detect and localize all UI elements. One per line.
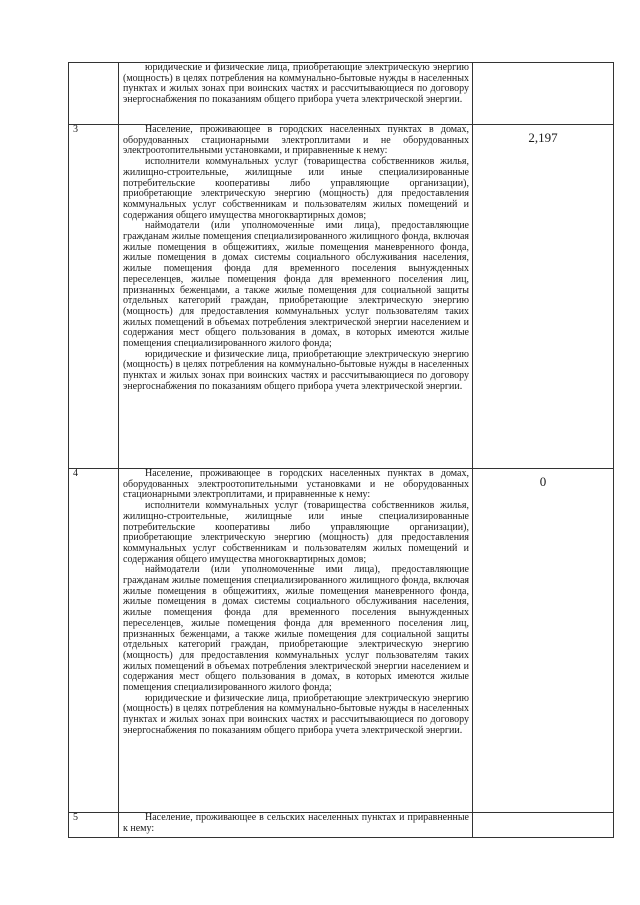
row-description	[119, 813, 473, 838]
tariff-table	[68, 62, 614, 838]
table-row	[69, 469, 614, 813]
paragraph: Население, проживающее в городских населенных пунктах в домах, оборудованных электроотопительными установками и не оборудованных стационарными электроплитами, и приравненные к нему:	[123, 468, 469, 501]
row-value	[473, 813, 614, 838]
table-row	[69, 63, 614, 125]
paragraph: исполнители коммунальных услуг (товарищества собственников жилья, жилищно-строительные, жилищные или иные специализированные потребительские кооперативы либо управляющие организации), приобретающие электрическую энергию (мощность) для предоставления коммунальных услуг собственникам и пользователям жилых помещений и содержания общего имущества многоквартирных домов;	[123, 500, 469, 565]
row-value	[473, 469, 614, 813]
paragraph: юридические и физические лица, приобретающие электрическую энергию (мощность) в целях потребления на коммунально-бытовые нужды в населенных пунктах и жилых зонах при воинских частях и рассчитывающиеся по договору энергоснабжения по показаниям общего прибора учета электрической энергии.	[123, 348, 469, 392]
paragraph: исполнители коммунальных услуг (товарищества собственников жилья, жилищно-строительные, жилищные или иные специализированные потребительские кооперативы либо управляющие организации), приобретающие электрическую энергию (мощность) для предоставления коммунальных услуг собственникам и пользователям жилых помещений и содержания общего имущества многоквартирных домов;	[123, 156, 469, 221]
row-number: 3	[69, 125, 119, 469]
row-number	[69, 63, 119, 125]
row-description	[119, 125, 473, 469]
paragraph: Население, проживающее в городских населенных пунктах в домах, оборудованных стационарными электроплитами и не оборудованных электроотопительными установками, и приравненные к нему:	[123, 124, 469, 157]
table-row	[69, 813, 614, 838]
paragraph: юридические и физические лица, приобретающие электрическую энергию (мощность) в целях потребления на коммунально-бытовые нужды в населенных пунктах и жилых зонах при воинских частях и рассчитывающиеся по договору энергоснабжения по показаниям общего прибора учета электрической энергии.	[123, 62, 469, 106]
paragraph: Население, проживающее в сельских населенных пунктах и приравненные к нему:	[123, 812, 469, 834]
row-number: 4	[69, 469, 119, 813]
row-value	[473, 63, 614, 125]
tariff-value: 2,197	[528, 130, 558, 145]
tariff-value: 0	[539, 474, 547, 489]
row-description	[119, 469, 473, 813]
table-row	[69, 125, 614, 469]
row-number: 5	[69, 813, 119, 838]
paragraph: наймодатели (или уполномоченные ими лица), предоставляющие гражданам жилые помещения специализированного жилищного фонда, включая жилые помещения в общежитиях, жилые помещения маневренного фонда, жилые помещения в домах системы социального обслуживания населения, жилые помещения фонда для временного поселения вынужденных переселенцев, жилые помещения фонда для временного поселения лиц, признанных беженцами, а также жилые помещения для социальной защиты отдельных категорий граждан, приобретающие электрическую энергию (мощность) для предоставления коммунальных услуг пользователям таких жилых помещений в объемах потребления электрической энергии населением и содержания мест общего пользования в домах, в которых имеются жилые помещения специализированного жилого фонда;	[123, 220, 469, 350]
paragraph: юридические и физические лица, приобретающие электрическую энергию (мощность) в целях потребления на коммунально-бытовые нужды в населенных пунктах и жилых зонах при воинских частях и рассчитывающиеся по договору энергоснабжения по показаниям общего прибора учета электрической энергии.	[123, 692, 469, 736]
row-value	[473, 125, 614, 469]
row-description	[119, 63, 473, 125]
paragraph: наймодатели (или уполномоченные ими лица), предоставляющие гражданам жилые помещения специализированного жилищного фонда, включая жилые помещения в общежитиях, жилые помещения маневренного фонда, жилые помещения в домах системы социального обслуживания населения, жилые помещения фонда для временного поселения вынужденных переселенцев, жилые помещения фонда для временного поселения лиц, признанных беженцами, а также жилые помещения для социальной защиты отдельных категорий граждан, приобретающие электрическую энергию (мощность) для предоставления коммунальных услуг пользователям таких жилых помещений в объемах потребления электрической энергии населением и содержания мест общего пользования в домах, в которых имеются жилые помещения специализированного жилого фонда;	[123, 564, 469, 694]
